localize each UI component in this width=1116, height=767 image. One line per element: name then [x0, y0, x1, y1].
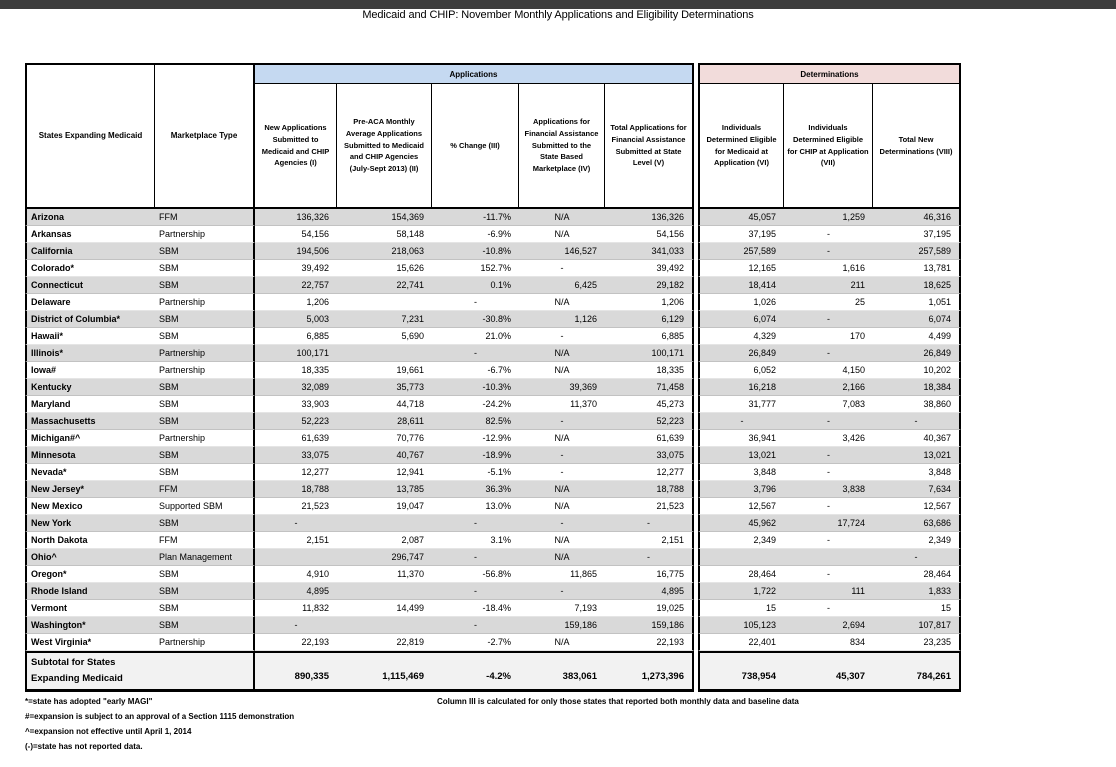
value-cell: 44,718: [337, 396, 432, 413]
value-cell: -18.9%: [432, 447, 519, 464]
state-name: Iowa#: [25, 362, 155, 379]
value-cell: 61,639: [605, 430, 694, 447]
value-cell: 37,195: [698, 226, 784, 243]
value-cell: 136,326: [605, 209, 694, 226]
value-cell: 21.0%: [432, 328, 519, 345]
value-cell: 152.7%: [432, 260, 519, 277]
value-cell: 35,773: [337, 379, 432, 396]
value-cell: 2,349: [698, 532, 784, 549]
value-cell: -6.9%: [432, 226, 519, 243]
value-cell: 23,235: [873, 634, 961, 651]
value-cell: 5,690: [337, 328, 432, 345]
value-cell: 26,849: [873, 345, 961, 362]
marketplace-type: FFM: [155, 481, 255, 498]
value-cell: 40,767: [337, 447, 432, 464]
marketplace-type: SBM: [155, 260, 255, 277]
value-cell: 16,218: [698, 379, 784, 396]
value-cell: 46,316: [873, 209, 961, 226]
marketplace-type: SBM: [155, 243, 255, 260]
value-cell: 13,781: [873, 260, 961, 277]
value-cell: 6,052: [698, 362, 784, 379]
value-cell: 58,148: [337, 226, 432, 243]
footnote-not-reported: (-)=state has not reported data.: [25, 742, 143, 751]
marketplace-type: Plan Management: [155, 549, 255, 566]
value-cell: 4,895: [255, 583, 337, 600]
value-cell: -: [519, 413, 605, 430]
value-cell: 7,231: [337, 311, 432, 328]
value-cell: 1,051: [873, 294, 961, 311]
value-cell: 18,335: [605, 362, 694, 379]
value-cell: 6,129: [605, 311, 694, 328]
value-cell: -: [784, 243, 873, 260]
value-cell: 39,369: [519, 379, 605, 396]
state-name: Maryland: [25, 396, 155, 413]
value-cell: 19,661: [337, 362, 432, 379]
value-cell: 170: [784, 328, 873, 345]
value-cell: N/A: [519, 430, 605, 447]
marketplace-type: SBM: [155, 447, 255, 464]
value-cell: 18,625: [873, 277, 961, 294]
value-cell: 7,083: [784, 396, 873, 413]
value-cell: -: [605, 549, 694, 566]
value-cell: 22,819: [337, 634, 432, 651]
value-cell: -10.3%: [432, 379, 519, 396]
value-cell: 10,202: [873, 362, 961, 379]
value-cell: 12,941: [337, 464, 432, 481]
subtotal-value: 890,335: [255, 651, 337, 692]
value-cell: 257,589: [873, 243, 961, 260]
value-cell: N/A: [519, 345, 605, 362]
value-cell: 15: [873, 600, 961, 617]
value-cell: 26,849: [698, 345, 784, 362]
value-cell: -: [519, 447, 605, 464]
value-cell: [337, 345, 432, 362]
subtotal-label-line2: Expanding Medicaid: [31, 673, 123, 684]
value-cell: 45,273: [605, 396, 694, 413]
value-cell: -: [784, 413, 873, 430]
value-cell: 257,589: [698, 243, 784, 260]
value-cell: 17,724: [784, 515, 873, 532]
value-cell: 111: [784, 583, 873, 600]
value-cell: 7,634: [873, 481, 961, 498]
value-cell: 107,817: [873, 617, 961, 634]
state-name: New Jersey*: [25, 481, 155, 498]
value-cell: 4,499: [873, 328, 961, 345]
value-cell: -: [432, 617, 519, 634]
marketplace-type: Partnership: [155, 345, 255, 362]
value-cell: 63,686: [873, 515, 961, 532]
value-cell: N/A: [519, 481, 605, 498]
value-cell: N/A: [519, 549, 605, 566]
value-cell: 52,223: [255, 413, 337, 430]
value-cell: 2,349: [873, 532, 961, 549]
header-col-2: Pre-ACA Monthly Average Applications Submitted to Medicaid and CHIP Agencies (July-Sept 2013) (II): [337, 84, 432, 209]
value-cell: 33,075: [255, 447, 337, 464]
value-cell: 341,033: [605, 243, 694, 260]
value-cell: 45,962: [698, 515, 784, 532]
page-title: Medicaid and CHIP: November Monthly Applications and Eligibility Determinations: [362, 9, 754, 21]
value-cell: -12.9%: [432, 430, 519, 447]
marketplace-type: Partnership: [155, 226, 255, 243]
value-cell: 3,796: [698, 481, 784, 498]
value-cell: 71,458: [605, 379, 694, 396]
marketplace-type: SBM: [155, 515, 255, 532]
value-cell: -: [784, 566, 873, 583]
state-name: Illinois*: [25, 345, 155, 362]
value-cell: -: [605, 515, 694, 532]
value-cell: -: [432, 583, 519, 600]
value-cell: 100,171: [605, 345, 694, 362]
value-cell: 70,776: [337, 430, 432, 447]
subtotal-value: 1,115,469: [337, 651, 432, 692]
value-cell: -10.8%: [432, 243, 519, 260]
marketplace-type: SBM: [155, 583, 255, 600]
value-cell: 4,329: [698, 328, 784, 345]
value-cell: 194,506: [255, 243, 337, 260]
value-cell: -: [873, 549, 961, 566]
value-cell: 22,193: [605, 634, 694, 651]
value-cell: N/A: [519, 226, 605, 243]
value-cell: [337, 583, 432, 600]
value-cell: N/A: [519, 498, 605, 515]
footnote-column-iii: Column III is calculated for only those states that reported both monthly data and baseline data: [437, 697, 799, 706]
value-cell: 18,788: [605, 481, 694, 498]
value-cell: 31,777: [698, 396, 784, 413]
value-cell: 296,747: [337, 549, 432, 566]
state-name: Oregon*: [25, 566, 155, 583]
value-cell: -: [784, 447, 873, 464]
value-cell: 211: [784, 277, 873, 294]
state-name: Hawaii*: [25, 328, 155, 345]
value-cell: -: [432, 294, 519, 311]
value-cell: 136,326: [255, 209, 337, 226]
state-name: Michigan#^: [25, 430, 155, 447]
header-marketplace-type: Marketplace Type: [155, 63, 255, 209]
group-header-determinations: Determinations: [698, 63, 961, 84]
subtotal-value: -4.2%: [432, 651, 519, 692]
value-cell: 6,885: [605, 328, 694, 345]
header-col-6: Individuals Determined Eligible for Medicaid at Application (VI): [698, 84, 784, 209]
marketplace-type: Partnership: [155, 430, 255, 447]
marketplace-type: SBM: [155, 566, 255, 583]
value-cell: 21,523: [605, 498, 694, 515]
value-cell: -30.8%: [432, 311, 519, 328]
value-cell: 1,722: [698, 583, 784, 600]
value-cell: 21,523: [255, 498, 337, 515]
value-cell: 13.0%: [432, 498, 519, 515]
value-cell: 4,895: [605, 583, 694, 600]
value-cell: 1,026: [698, 294, 784, 311]
value-cell: 11,370: [337, 566, 432, 583]
header-states-expanding-medicaid: States Expanding Medicaid: [25, 63, 155, 209]
state-name: Connecticut: [25, 277, 155, 294]
value-cell: -: [784, 464, 873, 481]
state-name: Rhode Island: [25, 583, 155, 600]
value-cell: 36.3%: [432, 481, 519, 498]
value-cell: N/A: [519, 362, 605, 379]
value-cell: 28,464: [873, 566, 961, 583]
value-cell: -18.4%: [432, 600, 519, 617]
value-cell: 33,903: [255, 396, 337, 413]
subtotal-value: 738,954: [698, 651, 784, 692]
state-name: West Virginia*: [25, 634, 155, 651]
value-cell: 2,151: [605, 532, 694, 549]
marketplace-type: FFM: [155, 532, 255, 549]
value-cell: N/A: [519, 209, 605, 226]
value-cell: 18,788: [255, 481, 337, 498]
footnote-early-magi: *=state has adopted "early MAGI": [25, 697, 153, 706]
value-cell: 61,639: [255, 430, 337, 447]
value-cell: -: [519, 515, 605, 532]
value-cell: 2,087: [337, 532, 432, 549]
value-cell: 14,499: [337, 600, 432, 617]
footnote-expansion-date: ^=expansion not effective until April 1, 2014: [25, 727, 192, 736]
state-name: District of Columbia*: [25, 311, 155, 328]
state-name: Delaware: [25, 294, 155, 311]
value-cell: 39,492: [255, 260, 337, 277]
value-cell: 4,910: [255, 566, 337, 583]
marketplace-type: Partnership: [155, 362, 255, 379]
value-cell: 1,206: [605, 294, 694, 311]
value-cell: 54,156: [255, 226, 337, 243]
value-cell: 32,089: [255, 379, 337, 396]
value-cell: 19,025: [605, 600, 694, 617]
subtotal-label: [25, 651, 255, 692]
header-col-8: Total New Determinations (VIII): [873, 84, 961, 209]
value-cell: 18,414: [698, 277, 784, 294]
value-cell: 146,527: [519, 243, 605, 260]
value-cell: -: [432, 549, 519, 566]
value-cell: [255, 549, 337, 566]
value-cell: 13,785: [337, 481, 432, 498]
value-cell: [337, 617, 432, 634]
value-cell: 11,832: [255, 600, 337, 617]
marketplace-type: Supported SBM: [155, 498, 255, 515]
value-cell: -2.7%: [432, 634, 519, 651]
value-cell: 159,186: [605, 617, 694, 634]
value-cell: 54,156: [605, 226, 694, 243]
value-cell: -: [519, 583, 605, 600]
value-cell: 12,165: [698, 260, 784, 277]
value-cell: -: [784, 498, 873, 515]
state-name: California: [25, 243, 155, 260]
value-cell: 15,626: [337, 260, 432, 277]
value-cell: 45,057: [698, 209, 784, 226]
value-cell: 4,150: [784, 362, 873, 379]
state-name: New Mexico: [25, 498, 155, 515]
value-cell: [337, 294, 432, 311]
value-cell: 40,367: [873, 430, 961, 447]
value-cell: 28,611: [337, 413, 432, 430]
value-cell: 0.1%: [432, 277, 519, 294]
value-cell: 36,941: [698, 430, 784, 447]
value-cell: 3,838: [784, 481, 873, 498]
value-cell: -: [784, 345, 873, 362]
value-cell: 6,425: [519, 277, 605, 294]
value-cell: 25: [784, 294, 873, 311]
value-cell: 13,021: [698, 447, 784, 464]
value-cell: 37,195: [873, 226, 961, 243]
subtotal-value: 383,061: [519, 651, 605, 692]
value-cell: N/A: [519, 634, 605, 651]
value-cell: 33,075: [605, 447, 694, 464]
value-cell: 28,464: [698, 566, 784, 583]
subtotal-value: 1,273,396: [605, 651, 694, 692]
value-cell: -: [698, 413, 784, 430]
value-cell: 18,384: [873, 379, 961, 396]
value-cell: 2,166: [784, 379, 873, 396]
value-cell: 1,616: [784, 260, 873, 277]
value-cell: -: [873, 413, 961, 430]
group-header-applications: Applications: [255, 63, 694, 84]
value-cell: 22,193: [255, 634, 337, 651]
value-cell: -: [255, 515, 337, 532]
value-cell: 3,426: [784, 430, 873, 447]
state-name: Ohio^: [25, 549, 155, 566]
value-cell: -: [519, 260, 605, 277]
value-cell: 29,182: [605, 277, 694, 294]
marketplace-type: SBM: [155, 328, 255, 345]
state-name: Washington*: [25, 617, 155, 634]
value-cell: 100,171: [255, 345, 337, 362]
marketplace-type: SBM: [155, 311, 255, 328]
value-cell: 38,860: [873, 396, 961, 413]
subtotal-value: 45,307: [784, 651, 873, 692]
subtotal-label-line1: Subtotal for States: [31, 656, 116, 668]
value-cell: 16,775: [605, 566, 694, 583]
value-cell: [698, 549, 784, 566]
marketplace-type: Partnership: [155, 634, 255, 651]
value-cell: 12,277: [255, 464, 337, 481]
value-cell: 82.5%: [432, 413, 519, 430]
value-cell: 6,074: [873, 311, 961, 328]
value-cell: 154,369: [337, 209, 432, 226]
subtotal-value: 784,261: [873, 651, 961, 692]
value-cell: 11,865: [519, 566, 605, 583]
value-cell: 1,833: [873, 583, 961, 600]
value-cell: 19,047: [337, 498, 432, 515]
value-cell: [337, 515, 432, 532]
state-name: North Dakota: [25, 532, 155, 549]
value-cell: 39,492: [605, 260, 694, 277]
value-cell: 12,567: [698, 498, 784, 515]
marketplace-type: SBM: [155, 379, 255, 396]
medicaid-chip-table: [25, 63, 961, 692]
marketplace-type: FFM: [155, 209, 255, 226]
marketplace-type: SBM: [155, 617, 255, 634]
value-cell: 12,567: [873, 498, 961, 515]
value-cell: -11.7%: [432, 209, 519, 226]
header-col-4: Applications for Financial Assistance Submitted to the State Based Marketplace (IV): [519, 84, 605, 209]
marketplace-type: SBM: [155, 600, 255, 617]
value-cell: 2,694: [784, 617, 873, 634]
state-name: Kentucky: [25, 379, 155, 396]
value-cell: 1,206: [255, 294, 337, 311]
value-cell: -: [784, 532, 873, 549]
value-cell: 6,885: [255, 328, 337, 345]
footnote-line-1: [25, 697, 1085, 706]
value-cell: 3,848: [873, 464, 961, 481]
value-cell: -: [519, 328, 605, 345]
value-cell: 6,074: [698, 311, 784, 328]
state-name: New York: [25, 515, 155, 532]
value-cell: -24.2%: [432, 396, 519, 413]
value-cell: 22,757: [255, 277, 337, 294]
value-cell: 1,259: [784, 209, 873, 226]
value-cell: -6.7%: [432, 362, 519, 379]
header-col-3: % Change (III): [432, 84, 519, 209]
value-cell: 7,193: [519, 600, 605, 617]
value-cell: 3.1%: [432, 532, 519, 549]
value-cell: 15: [698, 600, 784, 617]
value-cell: -: [255, 617, 337, 634]
value-cell: 218,063: [337, 243, 432, 260]
footnote-section-1115: #=expansion is subject to an approval of a Section 1115 demonstration: [25, 712, 295, 721]
state-name: Massachusetts: [25, 413, 155, 430]
state-name: Colorado*: [25, 260, 155, 277]
value-cell: 834: [784, 634, 873, 651]
state-name: Nevada*: [25, 464, 155, 481]
value-cell: -: [784, 226, 873, 243]
state-name: Minnesota: [25, 447, 155, 464]
value-cell: N/A: [519, 294, 605, 311]
marketplace-type: Partnership: [155, 294, 255, 311]
marketplace-type: SBM: [155, 464, 255, 481]
value-cell: 3,848: [698, 464, 784, 481]
value-cell: 22,401: [698, 634, 784, 651]
state-name: Arkansas: [25, 226, 155, 243]
value-cell: 2,151: [255, 532, 337, 549]
value-cell: -: [432, 345, 519, 362]
value-cell: 18,335: [255, 362, 337, 379]
header-col-5: Total Applications for Financial Assistance Submitted at State Level (V): [605, 84, 694, 209]
value-cell: N/A: [519, 532, 605, 549]
state-name: Vermont: [25, 600, 155, 617]
value-cell: 5,003: [255, 311, 337, 328]
marketplace-type: SBM: [155, 413, 255, 430]
value-cell: -: [519, 464, 605, 481]
value-cell: -56.8%: [432, 566, 519, 583]
value-cell: 12,277: [605, 464, 694, 481]
value-cell: [784, 549, 873, 566]
value-cell: 22,741: [337, 277, 432, 294]
window-top-bar: [0, 0, 1116, 9]
footnotes: [25, 697, 1085, 757]
header-col-1: New Applications Submitted to Medicaid and CHIP Agencies (I): [255, 84, 337, 209]
value-cell: -5.1%: [432, 464, 519, 481]
value-cell: 1,126: [519, 311, 605, 328]
value-cell: 11,370: [519, 396, 605, 413]
header-col-7: Individuals Determined Eligible for CHIP at Application (VII): [784, 84, 873, 209]
value-cell: 13,021: [873, 447, 961, 464]
value-cell: -: [784, 600, 873, 617]
value-cell: -: [432, 515, 519, 532]
marketplace-type: SBM: [155, 396, 255, 413]
value-cell: -: [784, 311, 873, 328]
state-name: Arizona: [25, 209, 155, 226]
value-cell: 159,186: [519, 617, 605, 634]
value-cell: 52,223: [605, 413, 694, 430]
value-cell: 105,123: [698, 617, 784, 634]
marketplace-type: SBM: [155, 277, 255, 294]
